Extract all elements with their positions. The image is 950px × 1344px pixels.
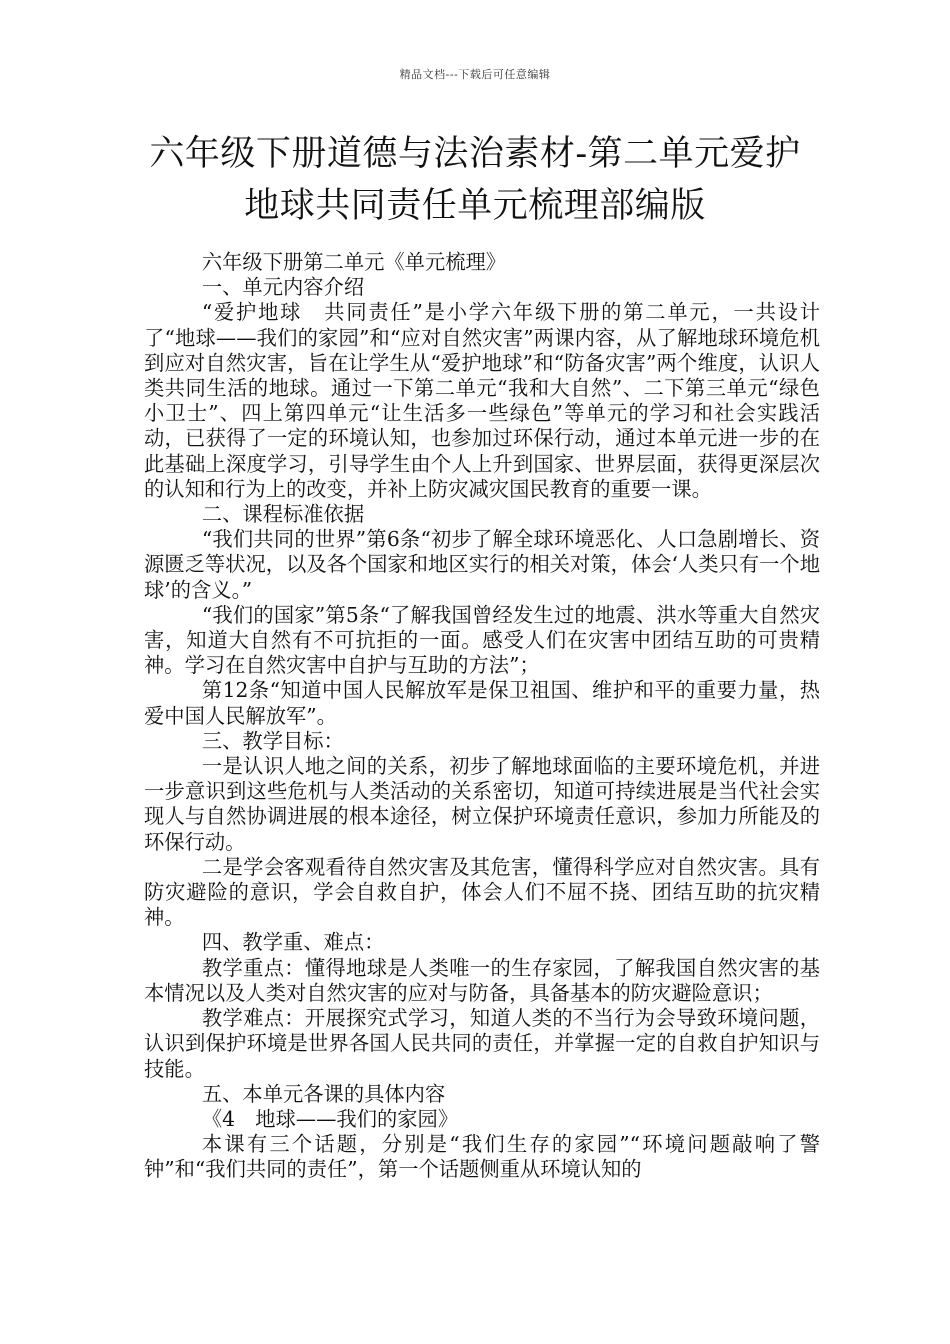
title-line-2: 地球共同责任单元梳理部编版 — [244, 186, 706, 226]
paragraph: 一是认识人地之间的关系，初步了解地球面临的主要环境危机，并进一步意识到这些危机与人类活动的关系密切，知道可持续进展是当代社会实现人与自然协调进展的根本途径，树立保护环境责任意识，参加力所能及的环保行动。 — [144, 754, 820, 854]
header-note: 精品文档---下载后可任意编辑 — [399, 68, 551, 81]
lesson-title: 《4 地球——我们的家园》 — [201, 1106, 459, 1131]
paragraph: 教学重点：懂得地球是人类唯一的生存家园，了解我国自然灾害的基本情况以及人类对自然灾害的应对与防备，具备基本的防灾避险意识； — [144, 955, 820, 1005]
paragraph: 本课有三个话题，分别是“我们生存的家园”“环境问题敲响了警钟”和“我们共同的责任”，第一个话题侧重从环境认知的 — [144, 1132, 820, 1182]
section-heading-2: 二、课程标准依据 — [201, 502, 365, 527]
paragraph: “爱护地球 共同责任”是小学六年级下册的第二单元，一共设计了“地球——我们的家园”和“应对自然灾害”两课内容，从了解地球环境危机到应对自然灾害，旨在让学生从“爱护地球”和“防备灾害”两个维度，认识人类共同生活的地球。通过一下第二单元“我和大自然”、二下第三单元“绿色小卫士”、四上第四单元“让生活多一些绿色”等单元的学习和社会实践活动，已获得了一定的环境认知，也参加过环保行动，通过本单元进一步的在此基础上深度学习，引导学生由个人上升到国家、世界层面，获得更深层次的认知和行为上的改变，并补上防灾减灾国民教育的重要一课。 — [144, 300, 820, 501]
paragraph: 第12条“知道中国人民解放军是保卫祖国、维护和平的重要力量，热爱中国人民解放军”。 — [144, 678, 820, 728]
document-body — [144, 250, 820, 1183]
section-heading-5: 五、本单元各课的具体内容 — [201, 1081, 446, 1106]
section-heading-3: 三、教学目标： — [201, 728, 344, 753]
section-subtitle: 六年级下册第二单元《单元梳理》 — [201, 250, 507, 274]
paragraph: “我们共同的世界”第6条“初步了解全球环境恶化、人口急剧增长、资源匮乏等状况，以及各个国家和地区实行的相关对策，体会‘人类只有一个地球’的含义。” — [144, 527, 820, 602]
paragraph: “我们的国家”第5条“了解我国曾经发生过的地震、洪水等重大自然灾害，知道大自然有不可抗拒的一面。感受人们在灾害中团结互助的可贵精神。学习在自然灾害中自护与互助的方法”； — [144, 602, 820, 678]
document-title — [100, 128, 850, 232]
section-heading-1: 一、单元内容介绍 — [201, 275, 365, 300]
section-heading-4: 四、教学重、难点： — [201, 930, 385, 955]
title-line-1: 六年级下册道德与法治素材-第二单元爱护 — [149, 134, 801, 174]
paragraph: 二是学会客观看待自然灾害及其危害，懂得科学应对自然灾害。具有防灾避险的意识，学会自救自护，体会人们不屈不挠、团结互助的抗灾精神。 — [144, 854, 820, 930]
paragraph: 教学难点：开展探究式学习，知道人类的不当行为会导致环境问题，认识到保护环境是世界各国人民共同的责任，并掌握一定的自救自护知识与技能。 — [144, 1006, 820, 1081]
